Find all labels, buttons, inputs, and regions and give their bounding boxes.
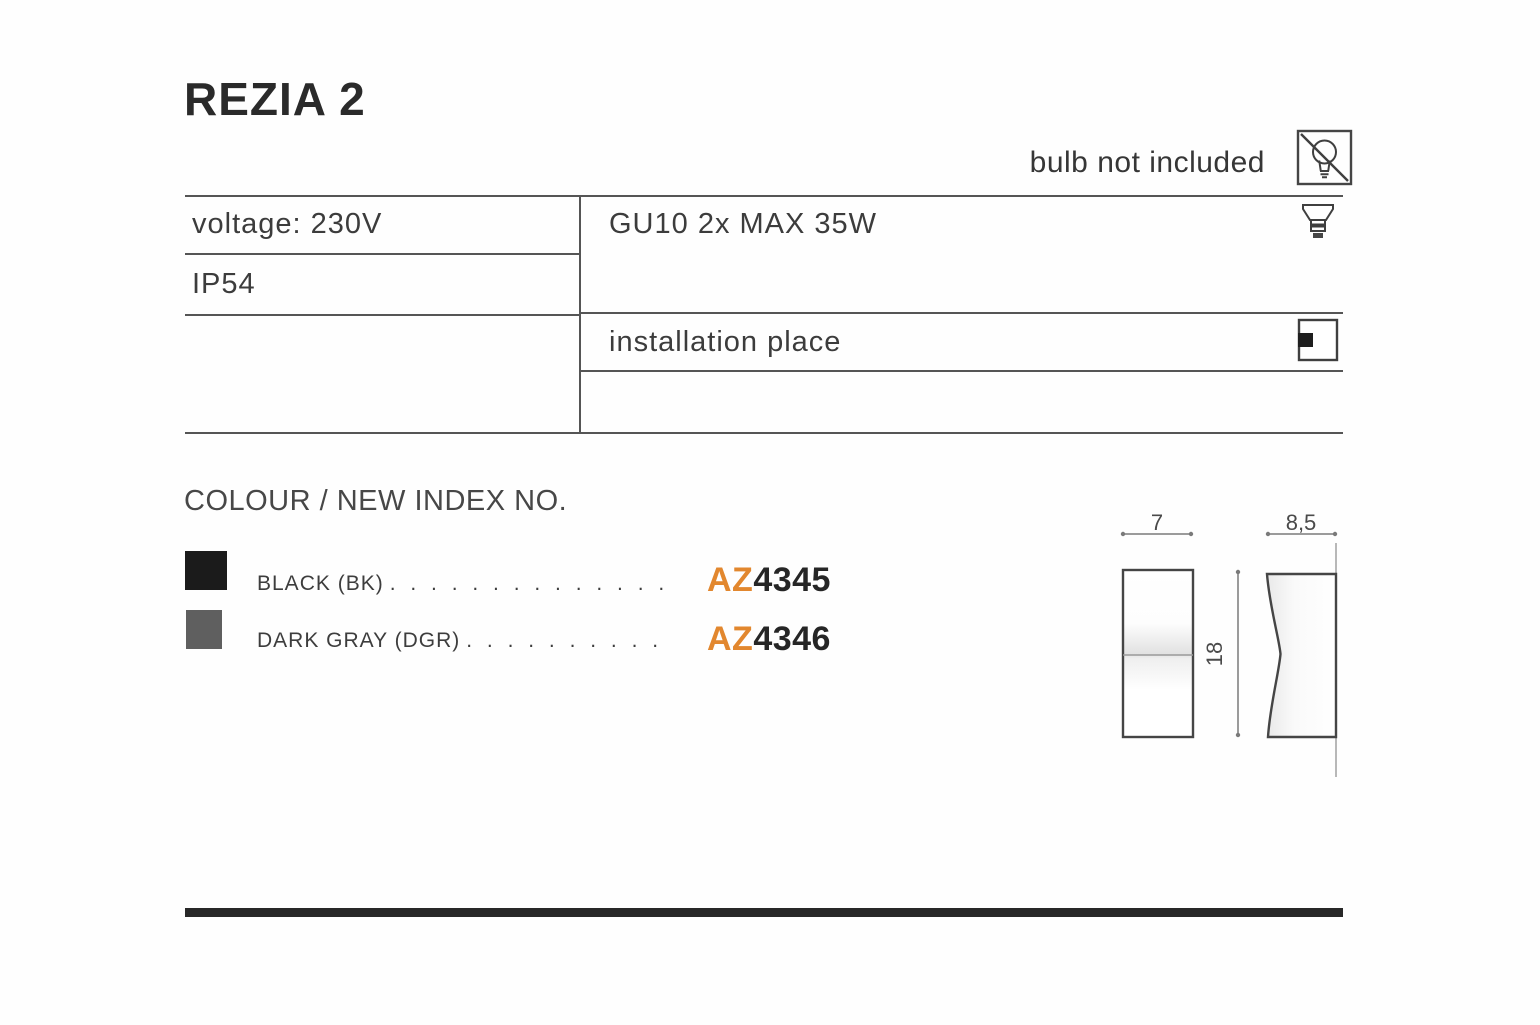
front-view-outline (1123, 570, 1193, 737)
table-rule-left-2 (185, 314, 579, 316)
page-title: REZIA 2 (184, 73, 366, 125)
leader-dots: . . . . . . . . . . (466, 629, 659, 652)
side-profile-outline (1267, 574, 1336, 737)
index-code-prefix: AZ (707, 620, 754, 658)
spec-ip-rating: IP54 (192, 268, 256, 300)
swatch-dark-gray (186, 610, 222, 649)
index-code-number: 4346 (753, 620, 831, 658)
colour-row (257, 629, 658, 653)
index-code-black (707, 561, 831, 600)
table-border-bottom (185, 432, 1343, 434)
index-code-number: 4345 (753, 561, 831, 599)
footer-rule (185, 908, 1343, 917)
colour-label-dark-gray: DARK GRAY (DGR) (257, 629, 461, 652)
index-code-prefix: AZ (707, 561, 754, 599)
leader-dots: . . . . . . . . . . . . . . (389, 572, 665, 595)
spec-voltage: voltage: 230V (192, 208, 383, 240)
index-code-dark-gray (707, 620, 831, 659)
dim-side-depth-label: 8,5 (1285, 510, 1317, 535)
swatch-black (185, 551, 227, 590)
spec-lamp: GU10 2x MAX 35W (609, 208, 878, 240)
gu10-bulb-icon (1300, 203, 1336, 243)
bulb-note-text: bulb not included (1029, 146, 1265, 179)
colour-label-black: BLACK (BK) (257, 572, 384, 595)
colour-row (257, 572, 664, 596)
wall-mount-icon (1296, 317, 1340, 363)
colour-section-heading: COLOUR / NEW INDEX NO. (184, 485, 568, 517)
spec-installation: installation place (609, 326, 842, 358)
dim-front-width-label: 7 (1150, 510, 1164, 535)
technical-drawing (1088, 496, 1350, 808)
table-divider-vertical (579, 195, 581, 433)
dim-height-label: 18 (1202, 641, 1227, 667)
bulb-crossed-icon (1296, 129, 1353, 186)
